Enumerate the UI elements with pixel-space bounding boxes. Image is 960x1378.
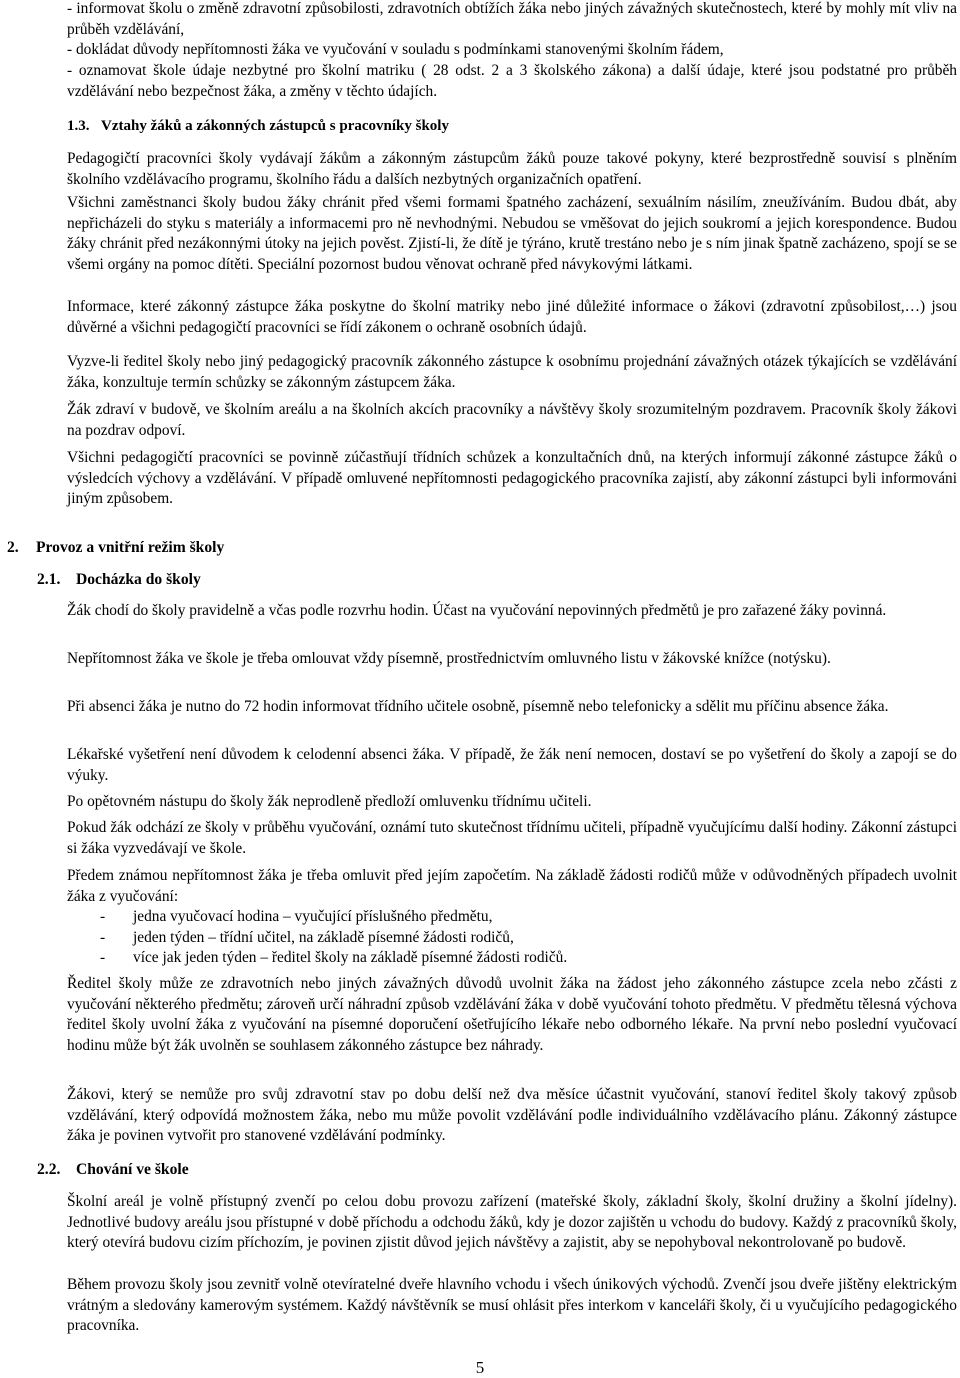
heading-number: 1.3. <box>67 118 90 134</box>
list-item-text: více jak jeden týden – ředitel školy na základě písemné žádosti rodičů. <box>133 949 568 966</box>
paragraph: Žák chodí do školy pravidelně a včas podle rozvrhu hodin. Účast na vyučování nepovinných předmětů je pro zařazené žáky povinná. <box>67 602 887 619</box>
top-item-school-register: - oznamovat škole údaje nezbytné pro školní matriku ( 28 odst. 2 a 3 školského zákona) a další údaje, které jsou podstatné pro průběh vzdělávání nebo bezpečnost žáka, a změny v těchto údajích. <box>67 62 957 100</box>
list-item <box>100 907 900 927</box>
paragraph: Při absenci žáka je nutno do 72 hodin informovat třídního učitele osobně, písemně nebo telefonicky a sdělit mu příčinu absence žáka. <box>67 698 889 715</box>
paragraph: Žák zdraví v budově, ve školním areálu a na školních akcích pracovníky a návštěvy školy srozumitelným pozdravem. Pracovník školy žákovi na pozdrav odpoví. <box>67 401 957 439</box>
paragraph: Školní areál je volně přístupný zvenčí po celou dobu provozu zařízení (mateřské školy, základní školy, školní družiny a školní jídelny). Jednotlivé budovy areálu jsou přístupné v době příchodu a odchodu žáků, kdy je dozor zajištěn u vchodu do budovy. Každý z pracovníků školy, který otevírá budovu cizím příchozím, je povinen zjistit důvod jejich návštěvy a zajistit, aby se nepohyboval nekontrolovaně po budově. <box>67 1193 957 1252</box>
list-dash: - <box>100 949 106 966</box>
paragraph: Pokud žák odchází ze školy v průběhu vyučování, oznámí tuto skutečnost třídnímu učiteli, případně vyučujícímu další hodiny. Zákonní zástupci si žáka vyzvedávají ve škole. <box>67 819 957 857</box>
heading-number: 2.1. <box>37 571 61 588</box>
list-item <box>100 948 900 968</box>
paragraph: Předem známou nepřítomnost žáka je třeba omluvit před jejím započetím. Na základě žádosti rodičů může v odůvodněných případech uvolnit žáka z vyučování: <box>67 867 957 905</box>
heading-title: Provoz a vnitřní režim školy <box>36 539 225 556</box>
top-item-inform-school: - informovat školu o změně zdravotní způsobilosti, zdravotních obtížích žáka nebo jiných závažných skutečnostech, které by mohly mít vliv na průběh vzdělávání, <box>67 0 957 38</box>
paragraph: Po opětovném nástupu do školy žák neprodleně předloží omluvenku třídnímu učiteli. <box>67 793 592 810</box>
paragraph: Nepřítomnost žáka ve škole je třeba omlouvat vždy písemně, prostřednictvím omluvného listu v žákovské knížce (notýsku). <box>67 650 831 667</box>
paragraph: Lékařské vyšetření není důvodem k celodenní absenci žáka. V případě, že žák není nemocen, dostaví se po vyšetření do školy a zapojí se do výuky. <box>67 746 957 784</box>
heading-number: 2. <box>7 539 19 556</box>
paragraph: Ředitel školy může ze zdravotních nebo jiných závažných důvodů uvolnit žáka na žádost jeho zákonného zástupce zcela nebo zčásti z vyučování některého předmětu; zároveň určí náhradní způsob vzdělávání žáka v době vyučování tohoto předmětu. V předmětu tělesná výchova ředitel školy uvolní žáka z vyučování na písemné doporučení ošetřujícího lékaře nebo odborného lékaře. Na první nebo poslední vyučovací hodinu může být žák uvolněn se souhlasem zákonného zástupce bez náhrady. <box>67 975 957 1054</box>
list-item <box>100 928 900 948</box>
paragraph: Všichni zaměstnanci školy budou žáky chránit před všemi formami špatného zacházení, sexuálním násilím, zneužíváním. Budou dbát, aby nepřicházeli do styku s materiály a informacemi pro ně nevhodnými. Nebudou se vměšovat do jejich soukromí a jejich korespondence. Budou žáky chránit před nezákonnými útoky na jejich pověst. Zjistí-li, že dítě je týráno, krutě trestáno nebo je s ním jinak špatně zacházeno, spojí se se všemi orgány na pomoc dítěti. Speciální pozornost budou věnovat ochraně před návykovými látkami. <box>67 194 957 273</box>
paragraph: Informace, které zákonný zástupce žáka poskytne do školní matriky nebo jiné důležité informace o žákovi (zdravotní způsobilost,…) jsou důvěrné a všichni pedagogičtí pracovníci se řídí zákonem o ochraně osobních údajů. <box>67 298 957 336</box>
heading-title: Vztahy žáků a zákonných zástupců s pracovníky školy <box>101 118 449 134</box>
list-item-text: jeden týden – třídní učitel, na základě písemné žádosti rodičů, <box>133 929 514 946</box>
heading-title: Chování ve škole <box>76 1161 189 1178</box>
paragraph: Během provozu školy jsou zevnitř volně otevíratelné dveře hlavního vchodu i všech únikových východů. Zvenčí jsou dveře jištěny elektrickým vrátným a sledovány kamerovým systémem. Každý návštěvník se musí ohlásit přes interkom v kanceláři školy, či u vyučujícího pedagogického pracovníka. <box>67 1276 957 1335</box>
paragraph: Pedagogičtí pracovníci školy vydávají žákům a zákonným zástupcům žáků pouze takové pokyny, které bezprostředně souvisí s plněním školního vzdělávacího programu, školního řádu a dalších nezbytných organizačních opatření. <box>67 150 957 188</box>
list-dash: - <box>100 908 106 925</box>
paragraph: Žákovi, který se nemůže pro svůj zdravotní stav po dobu delší než dva měsíce účastnit vyučování, stanoví ředitel školy takový způsob vzdělávání, který odpovídá možnostem žáka, nebo mu může povolit vzdělávání podle individuálního vzdělávacího plánu. Zákonný zástupce žáka je povinen vytvořit pro stanovené vzdělávání podmínky. <box>67 1086 957 1145</box>
list-item-text: jedna vyučovací hodina – vyučující příslušného předmětu, <box>133 908 493 925</box>
page-number: 5 <box>475 1358 485 1377</box>
heading-number: 2.2. <box>37 1161 61 1178</box>
paragraph: Vyzve-li ředitel školy nebo jiný pedagogický pracovník zákonného zástupce k osobnímu projednání závažných otázek týkajících se vzdělávání žáka, konzultuje termín schůzky se zákonným zástupcem žáka. <box>67 353 957 391</box>
heading-title: Docházka do školy <box>76 571 201 588</box>
top-item-absence-reasons: - dokládat důvody nepřítomnosti žáka ve vyučování v souladu s podmínkami stanovenými školním řádem, <box>67 41 724 58</box>
paragraph: Všichni pedagogičtí pracovníci se povinně zúčastňují třídních schůzek a konzultačních dnů, na kterých informují zákonné zástupce žáků o výsledcích výchovy a vzdělávání. V případě omluvené nepřítomnosti pedagogického pracovníka zajistí, aby zákonní zástupci byli informováni jiným způsobem. <box>67 449 957 508</box>
list-dash: - <box>100 929 106 946</box>
